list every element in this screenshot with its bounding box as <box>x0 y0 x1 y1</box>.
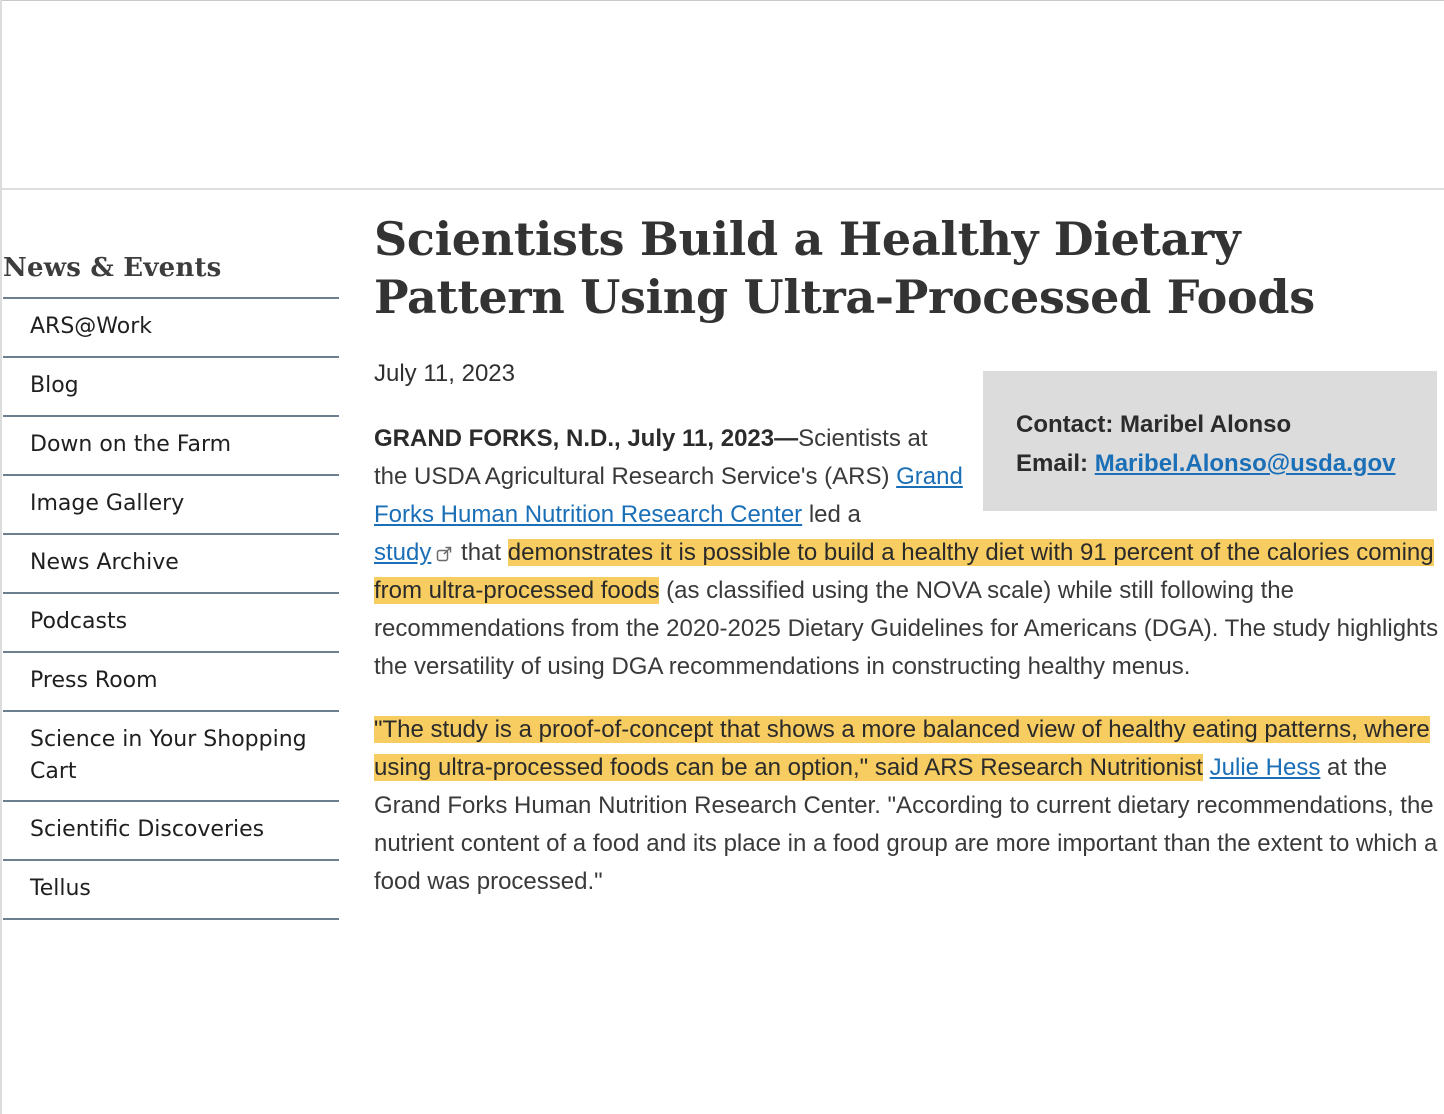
left-border <box>0 0 2 1114</box>
paragraph-1-text-c: that <box>454 539 508 566</box>
contact-name: Contact: Maribel Alonso <box>1016 411 1292 438</box>
research-center-link[interactable]: Grand Forks Human Nutrition Research Center <box>374 463 963 528</box>
highlighted-text-1: demonstrates it is possible to build a healthy diet with 91 percent of the calories coming from ultra-processed foods <box>374 539 1434 604</box>
sidebar-item-scientific-discoveries[interactable]: Scientific Discoveries <box>3 802 339 861</box>
external-link-icon[interactable] <box>436 546 452 562</box>
sidebar-list <box>3 299 339 920</box>
sidebar-item-blog[interactable]: Blog <box>3 358 339 417</box>
article-date: July 11, 2023 <box>374 360 515 387</box>
header-divider <box>2 188 1444 190</box>
paragraph-1-text-b: led a <box>802 501 861 528</box>
sidebar-item-image-gallery[interactable]: Image Gallery <box>3 476 339 535</box>
paragraph-2-text-a: at the Grand Forks Human Nutrition Research Center. "According to current dietary recommendations, the nutrient content of a food and its place in a food group are more important than the extent to which a food was processed." <box>374 754 1438 895</box>
paragraph-1-intro <box>374 420 964 534</box>
article-title: Scientists Build a Healthy Dietary Pattern Using Ultra-Processed Foods <box>374 212 1315 324</box>
dateline: GRAND FORKS, N.D., July 11, 2023— <box>374 425 799 452</box>
julie-hess-link[interactable]: Julie Hess <box>1209 754 1321 781</box>
highlighted-text-2: "The study is a proof-of-concept that shows a more balanced view of healthy eating patterns, where using ultra-processed foods can be an option," said ARS Research Nutritionist <box>374 716 1430 781</box>
study-link[interactable]: study <box>374 539 432 566</box>
sidebar-item-science-in-your-shopping-cart[interactable]: Science in Your Shopping Cart <box>3 712 339 802</box>
email-label: Email: <box>1016 450 1095 477</box>
sidebar-item-tellus[interactable]: Tellus <box>3 861 339 920</box>
sidebar-item-down-on-the-farm[interactable]: Down on the Farm <box>3 417 339 476</box>
top-border <box>0 0 1444 1</box>
paragraph-2 <box>374 711 1440 901</box>
sidebar-item-ars-at-work[interactable]: ARS@Work <box>3 299 339 358</box>
paragraph-1-text-d: (as classified using the NOVA scale) while still following the recommendations from the 2020-2025 Dietary Guidelines for Americans (DGA). The study highlights the versatility of using DGA recommendations in constructing healthy menus. <box>374 577 1439 680</box>
paragraph-2-space <box>1203 754 1210 781</box>
sidebar-item-news-archive[interactable]: News Archive <box>3 535 339 594</box>
article <box>374 210 1440 895</box>
paragraph-1-text-a: Scientists at the USDA Agricultural Research Service's (ARS) <box>374 425 928 490</box>
paragraph-1 <box>374 420 1440 686</box>
sidebar-heading: News & Events <box>3 250 339 299</box>
contact-email-link[interactable]: Maribel.Alonso@usda.gov <box>1094 450 1396 477</box>
article-body <box>374 420 1440 901</box>
sidebar-nav <box>3 250 339 920</box>
sidebar-item-press-room[interactable]: Press Room <box>3 653 339 712</box>
sidebar-item-podcasts[interactable]: Podcasts <box>3 594 339 653</box>
